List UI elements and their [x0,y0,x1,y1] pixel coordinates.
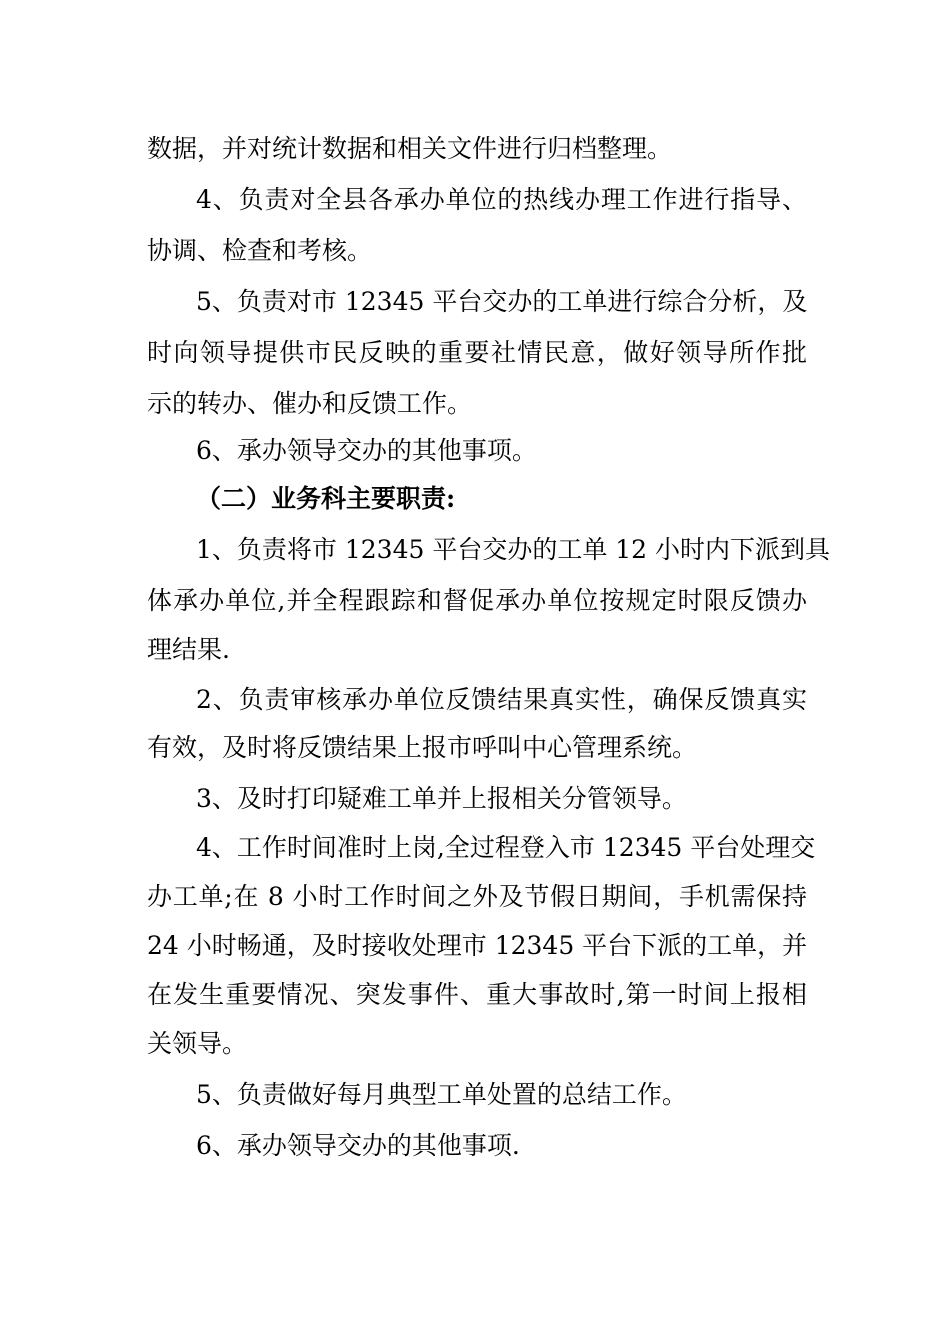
duty-4-line-3: 24 小时畅通，及时接收处理市 12345 平台下派的工单，并 [147,931,808,960]
duty-4-line-5: 关领导。 [147,1029,248,1058]
duty-1-line-3: 理结果. [147,635,230,664]
duty-1-line-2: 体承办单位,并全程跟踪和督促承办单位按规定时限反馈办 [147,586,807,615]
list-item-5-line-1: 5、负责对市 12345 平台交办的工单进行综合分析，及 [196,287,808,316]
duty-1-line-1: 1、负责将市 12345 平台交办的工单 12 小时内下派到具 [196,535,831,564]
text-line-continuation: 数据，并对统计数据和相关文件进行归档整理。 [147,134,673,163]
duty-4-line-1: 4、工作时间准时上岗,全过程登入市 12345 平台处理交 [196,833,816,862]
section-heading: （二）业务科主要职责: [196,484,456,513]
duty-3: 3、及时打印疑难工单并上报相关分管领导。 [196,784,687,813]
duty-2-line-2: 有效，及时将反馈结果上报市呼叫中心管理系统。 [147,733,698,762]
list-item-4-line-1: 4、负责对全县各承办单位的热线办理工作进行指导、 [196,185,807,214]
duty-4-line-2: 办工单;在 8 小时工作时间之外及节假日期间，手机需保持 [147,882,807,911]
duty-4-line-4: 在发生重要情况、突发事件、重大事故时,第一时间上报相 [147,980,807,1009]
list-item-5-line-2: 时向领导提供市民反映的重要社情民意，做好领导所作批 [147,338,807,367]
duty-2-line-1: 2、负责审核承办单位反馈结果真实性，确保反馈真实 [196,685,807,714]
list-item-6: 6、承办领导交办的其他事项。 [196,436,537,465]
list-item-4-line-2: 协调、检查和考核。 [147,236,373,265]
duty-6: 6、承办领导交办的其他事项. [196,1131,520,1160]
duty-5: 5、负责做好每月典型工单处置的总结工作。 [196,1080,687,1109]
list-item-5-line-3: 示的转办、催办和反馈工作。 [147,389,473,418]
